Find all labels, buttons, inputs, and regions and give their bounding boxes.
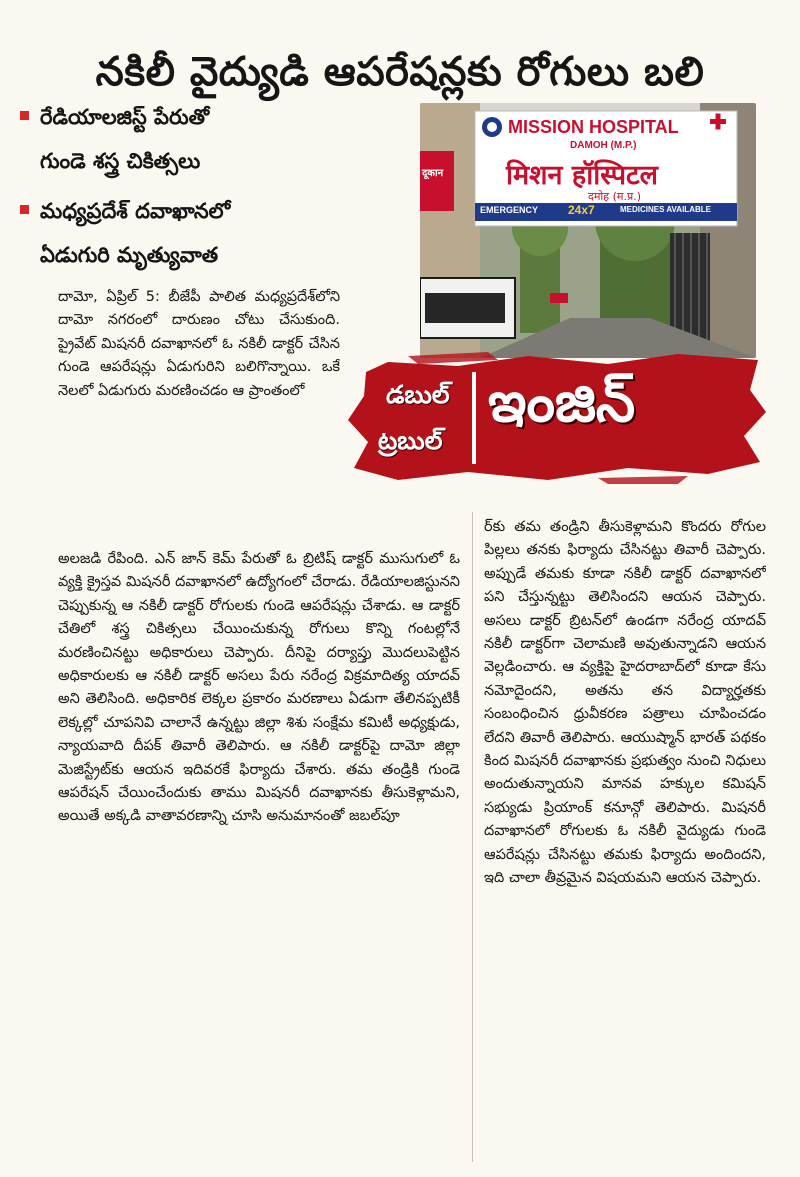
headline: నకిలీ వైద్యుడి ఆపరేషన్లకు రోగులు బలి <box>95 48 705 95</box>
banner-line-2: ట్రబుల్ <box>378 426 443 455</box>
bullet-1 <box>40 95 410 183</box>
column-divider <box>472 512 473 1162</box>
banner-line-1: డబుల్ <box>386 380 450 409</box>
article-column-2: ర్‌కు తమ తండ్రిని తీసుకెళ్లామని కొందరు రోగుల పిల్లలు తనకు ఫిర్యాదు చేసినట్టు తివారీ చెప్పారు. అప్పుడే తమకు కూడా నకిలీ డాక్టర్ దవాఖానలో పని చేస్తున్నట్టు తెలిసిందని ఆయన చెప్పారు. అసలు డాక్టర్ బ్రిటన్‌లో ఉండగా నరేంద్ర యాదవ్ నకిలీ డాక్టర్‌గా చెలామణి అవుతున్నాడని ఆయన వెల్లడించారు. ఆ వ్యక్తిపై హైదరాబాద్‌లో కూడా కేసు నమోదైందని, అతను తన విద్యార్హతకు సంబంధించిన ధ్రువీకరణ పత్రాలు చూపించడం లేదని తివారీ తెలిపారు. ఆయుష్మాన్ భారత్ పథకం కింద మిషనరీ దవాఖానకు ప్రభుత్వం నుంచి నిధులు అందుతున్నాయని మానవ హక్కుల కమిషన్ సభ్యుడు ప్రియాంక్ కనూన్గో తెలిపారు. మిషనరీ దవాఖానలో రోగులకు ఓ నకిలీ వైద్యుడు గుండె ఆపరేషన్లు చేసినట్టు తమకు ఫిర్యాదు అందిందని, ఇది చాలా తీవ్రమైన విషయమని ఆయన చెప్పారు. <box>484 519 766 887</box>
photo-sign-city: DAMOH (M.P.) <box>570 140 637 151</box>
photo-strip-left: EMERGENCY <box>480 205 539 215</box>
bullet-1-line-1: రేడియాలజిస్ట్ పేరుతో <box>40 105 210 129</box>
article-column-1-top: దామో, ఏప్రిల్ 5: బీజేపీ పాలిత మధ్యప్రదేశ్‌లోని దామో నగరంలో దారుణం చోటు చేసుకుంది. ప్రైవేట్ మిషనరీ దవాఖానలో ఓ నకిలీ డాక్టర్ చేసిన గుండె ఆపరేషన్లు ఏడుగురిని బలిగొన్నాయి. ఒకే నెలలో ఏడుగురు మరణించడం ఆ ప్రాంతంలో <box>58 289 340 399</box>
double-engine-banner <box>348 350 768 486</box>
bullet-2 <box>40 189 410 277</box>
bullet-2-line-2: ఏడుగురి మృత్యువాత <box>40 243 219 267</box>
photo-sign-hi-city: दमोह (म.प्र.) <box>588 190 642 203</box>
article-column-1-bottom: అలజడి రేపింది. ఎన్ జాన్ కెమ్ పేరుతో ఓ బ్రిటిష్ డాక్టర్ ముసుగులో ఓ వ్యక్తి క్రైస్తవ మిషనరీ దవాఖానలో ఉద్యోగంలో చేరాడు. రేడియాలజిస్టునని చెప్పుకున్న ఆ నకిలీ డాక్టర్ రోగులకు గుండె ఆపరేషన్లు చేశాడు. ఆ డాక్టర్ చేతిలో శస్త్ర చికిత్సలు చేయించుకున్న రోగులు కొన్ని గంటల్లోనే మరణించినట్టు అధికారులు చెప్పారు. దీనిపై దర్యాప్తు మొదలుపెట్టిన అధికారులకు ఆ నకిలీ డాక్టర్ అసలు పేరు నరేంద్ర విక్రమాదిత్య యాదవ్ అని తెలిసింది. అధికారిక లెక్కల ప్రకారం మరణాలు ఏడుగా తేలినప్పటికీ లెక్కల్లో చూపనివి చాలానే ఉన్నట్టు జిల్లా శిశు సంక్షేమ కమిటీ అధ్యక్షుడు, న్యాయవాది దీపక్ తివారీ తెలిపారు. ఆ నకిలీ డాక్టర్‌పై దామో జిల్లా మెజిస్ట్రేట్‌కు ఆయన ఇదివరకే ఫిర్యాదు చేశారు. తమ తండ్రికి గుండె ఆపరేషన్ చేయించేందుకు తాము మిషనరీ దవాఖానకు తీసుకెళ్లామని, అయితే అక్కడి వాతావరణాన్ని చూసి అనుమానంతో జబల్‌పూ <box>58 551 460 825</box>
bullet-square-icon <box>20 205 29 214</box>
photo-sign-hi: मिशन हॉस्पिटल <box>506 160 658 191</box>
photo-sign-en: MISSION HOSPITAL <box>508 117 679 137</box>
photo-strip-right: MEDICINES AVAILABLE <box>620 205 711 214</box>
bullet-2-line-1: మధ్యప్రదేశ్ దవాఖానలో <box>40 199 231 223</box>
bullet-1-line-2: గుండె శస్త్ర చికిత్సలు <box>40 149 201 173</box>
summary-bullets <box>40 95 410 283</box>
photo-side-sign: दूकान <box>422 168 444 179</box>
photo-strip-mid: 24x7 <box>568 203 595 217</box>
hospital-photo <box>420 103 756 358</box>
banner-big-word: ఇంజిన్ <box>488 370 636 435</box>
bullet-square-icon <box>20 111 29 120</box>
